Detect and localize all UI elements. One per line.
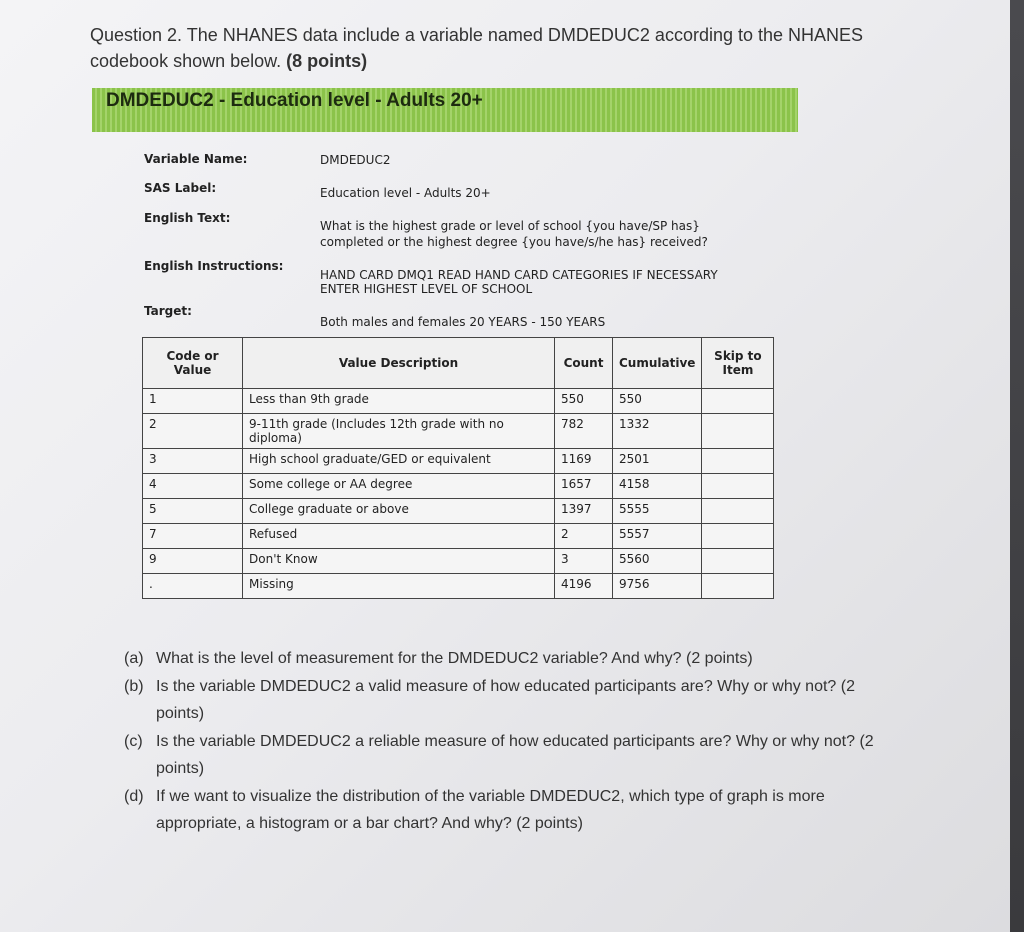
instructions-value-line2: ENTER HIGHEST LEVEL OF SCHOOL (320, 282, 533, 296)
header-skip: Skip to Item (702, 338, 774, 389)
cell-skip (702, 389, 774, 414)
cell-description: Missing (243, 574, 555, 599)
table-row (143, 389, 774, 414)
cell-description: College graduate or above (243, 499, 555, 524)
cell-skip (702, 549, 774, 574)
subquestion-text: Is the variable DMDEDUC2 a valid measure of how educated participants are? Why or why not? (2 points) (156, 678, 855, 722)
cell-skip (702, 449, 774, 474)
cell-cumulative: 4158 (613, 474, 702, 499)
table-row (143, 414, 774, 449)
cell-count: 782 (555, 414, 613, 449)
cell-cumulative: 1332 (613, 414, 702, 449)
english-text-label: English Text: (144, 211, 231, 225)
cell-code: 5 (143, 499, 243, 524)
cell-code: 4 (143, 474, 243, 499)
header-cumulative: Cumulative (613, 338, 702, 389)
subquestion-label: (c) (124, 733, 143, 750)
cell-count: 3 (555, 549, 613, 574)
cell-count: 1169 (555, 449, 613, 474)
cell-cumulative: 550 (613, 389, 702, 414)
table-row (143, 499, 774, 524)
subquestion-text: If we want to visualize the distribution of the variable DMDEDUC2, which type of graph is more appropriate, a histogram or a bar chart? And why? (2 points) (156, 788, 825, 832)
instructions-value-line1: HAND CARD DMQ1 READ HAND CARD CATEGORIES IF NECESSARY (320, 268, 718, 282)
cell-cumulative: 5555 (613, 499, 702, 524)
cell-description: Some college or AA degree (243, 474, 555, 499)
cell-code: 3 (143, 449, 243, 474)
target-value: Both males and females 20 YEARS - 150 YEARS (320, 315, 606, 329)
variable-name-label: Variable Name: (144, 152, 248, 166)
sas-label-value: Education level - Adults 20+ (320, 186, 491, 200)
subquestion-text: Is the variable DMDEDUC2 a reliable measure of how educated participants are? Why or why not? (2 points) (156, 733, 874, 777)
header-count: Count (555, 338, 613, 389)
cell-count: 4196 (555, 574, 613, 599)
codebook-table (142, 337, 774, 599)
cell-cumulative: 5557 (613, 524, 702, 549)
question-heading (90, 22, 920, 74)
cell-description: Less than 9th grade (243, 389, 555, 414)
cell-code: 1 (143, 389, 243, 414)
sas-label-label: SAS Label: (144, 181, 217, 195)
table-row (143, 449, 774, 474)
table-header-row (143, 338, 774, 389)
cell-code: 9 (143, 549, 243, 574)
question-text: Question 2. The NHANES data include a variable named DMDEDUC2 according to the NHANES codebook shown below. (90, 25, 864, 71)
subquestion-label: (a) (124, 650, 144, 667)
cell-cumulative: 5560 (613, 549, 702, 574)
subquestion-list (124, 645, 904, 838)
cell-code: . (143, 574, 243, 599)
subquestion-a (124, 645, 904, 672)
instructions-label: English Instructions: (144, 259, 284, 273)
subquestion-b (124, 673, 904, 727)
cell-description: Refused (243, 524, 555, 549)
cell-skip (702, 414, 774, 449)
codebook-banner (92, 88, 798, 132)
header-code: Code or Value (143, 338, 243, 389)
english-text-value: What is the highest grade or level of school {you have/SP has} completed or the highest degree {you have/s/he has} received? (320, 219, 708, 249)
cell-skip (702, 474, 774, 499)
subquestion-c (124, 728, 904, 782)
cell-count: 2 (555, 524, 613, 549)
cell-cumulative: 9756 (613, 574, 702, 599)
cell-count: 1397 (555, 499, 613, 524)
table-row (143, 574, 774, 599)
cell-code: 2 (143, 414, 243, 449)
question-points: (8 points) (286, 51, 368, 71)
cell-description: Don't Know (243, 549, 555, 574)
variable-name-value: DMDEDUC2 (320, 153, 391, 167)
subquestion-label: (b) (124, 678, 144, 695)
header-description: Value Description (243, 338, 555, 389)
target-label: Target: (144, 304, 192, 318)
banner-title: DMDEDUC2 - Education level - Adults 20+ (106, 90, 483, 111)
subquestion-label: (d) (124, 788, 144, 805)
subquestion-text: What is the level of measurement for the DMDEDUC2 variable? And why? (2 points) (156, 650, 753, 667)
table-row (143, 474, 774, 499)
cell-cumulative: 2501 (613, 449, 702, 474)
cell-code: 7 (143, 524, 243, 549)
cell-count: 550 (555, 389, 613, 414)
cell-description: 9-11th grade (Includes 12th grade with no diploma) (243, 414, 555, 449)
cell-skip (702, 574, 774, 599)
table-row (143, 524, 774, 549)
subquestion-d (124, 783, 904, 837)
cell-skip (702, 524, 774, 549)
cell-count: 1657 (555, 474, 613, 499)
cell-skip (702, 499, 774, 524)
table-row (143, 549, 774, 574)
cell-description: High school graduate/GED or equivalent (243, 449, 555, 474)
